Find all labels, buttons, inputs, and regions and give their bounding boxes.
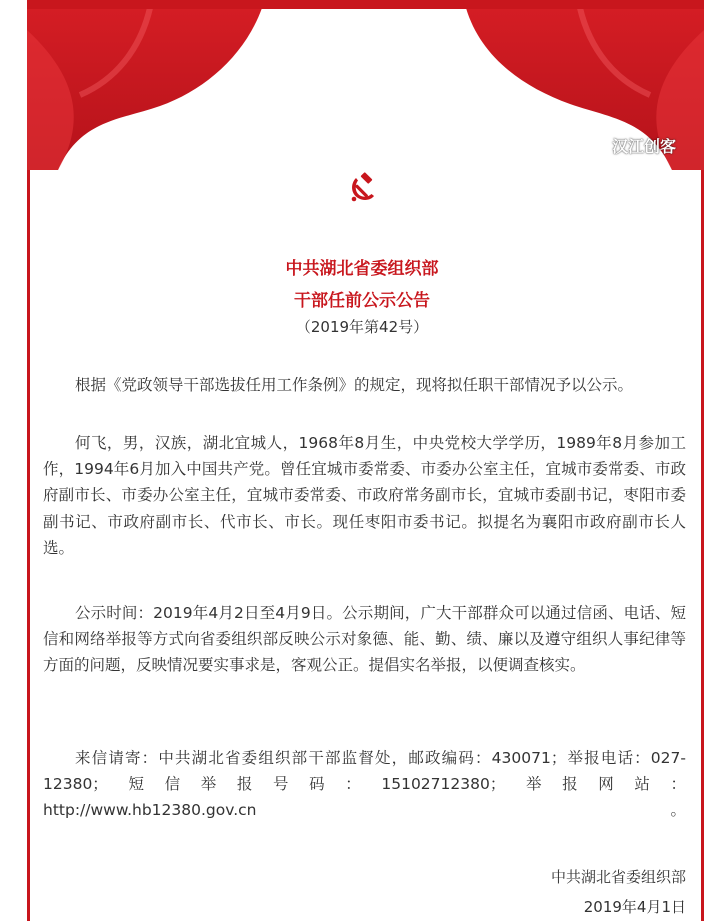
publicity-notice-paragraph: 公示时间：2019年4月2日至4月9日。公示期间，广大干部群众可以通过信函、电话、短信和网络举报等方式向省委组织部反映公示对象德、能、勤、绩、廉以及遵守组织人事纪律等方面的问题，反映情况要实事求是，客观公正。提倡实名举报，以便调查核实。: [43, 604, 686, 675]
report-website-link[interactable]: http://www.hb12380.gov.cn。: [43, 801, 686, 820]
watermark-text: 汉江创客: [612, 136, 677, 156]
source-watermark: [582, 132, 676, 158]
signature-date: 2019年4月1日: [583, 898, 686, 916]
title-announcement: 干部任前公示公告: [294, 291, 430, 311]
intro-paragraph: 根据《党政领导干部选拔任用工作条例》的规定，现将拟任职干部情况予以公示。: [75, 376, 634, 394]
contact-paragraph: [43, 745, 686, 824]
title-organization: 中共湖北省委组织部: [285, 259, 439, 279]
issue-number: （2019年第42号）: [295, 318, 429, 336]
frame-right-border: [701, 170, 704, 921]
candidate-bio-paragraph: 何飞，男，汉族，湖北宜城人，1968年8月生，中央党校大学学历，1989年8月参加工作，1994年6月加入中国共产党。曾任宜城市委常委、市委办公室主任，宜城市委常委、市政府副市长、市委办公室主任，宜城市委常委、市政府常务副市长，宜城市委副书记，枣阳市委副书记、市政府副市长、代市长、市长。现任枣阳市委书记。拟提名为襄阳市政府副市长人选。: [43, 434, 686, 557]
contact-text: 来信请寄：中共湖北省委组织部干部监督处，邮政编码：430071；举报电话：027-12380；短信举报号码：15102712380；举报网站：: [43, 749, 686, 794]
curtain-top-band: [27, 0, 704, 9]
signature-organization: 中共湖北省委组织部: [550, 868, 686, 886]
wechat-bubble-icon: [582, 135, 608, 155]
frame-left-border: [27, 170, 30, 921]
party-emblem-icon: [347, 172, 379, 204]
